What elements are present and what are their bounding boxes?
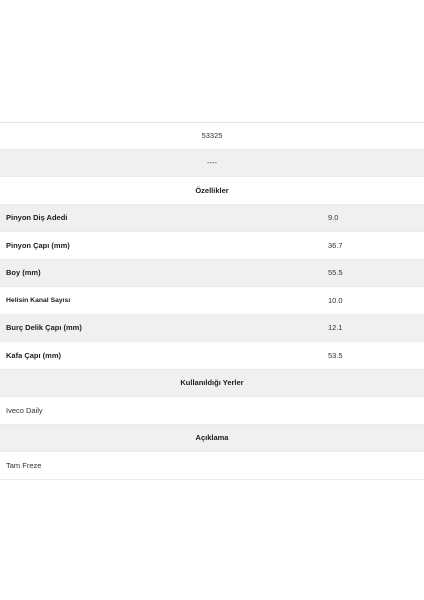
spec-row [0,260,424,288]
description-header-row [0,425,424,453]
usage-row [0,397,424,425]
dash-row [0,150,424,178]
spec-row [0,205,424,233]
usage-text: Iveco Daily [6,405,43,415]
description-title: Açıklama [195,433,229,443]
spec-row [0,232,424,260]
spec-row [0,287,424,315]
spec-label: Burç Delik Çapı (mm) [6,323,82,333]
spec-value: 55.5 [328,268,343,278]
spec-label: Pinyon Diş Adedi [6,213,68,223]
spec-label: Kafa Çapı (mm) [6,350,62,360]
spec-label: Helisin Kanal Sayısı [6,296,71,304]
usage-title: Kullanıldığı Yerler [180,378,244,388]
placeholder-dash: ---- [207,158,217,168]
spec-row [0,342,424,370]
spec-value: 10.0 [328,295,343,305]
spec-value: 9.0 [328,213,339,223]
spec-value: 36.7 [328,240,343,250]
spec-label: Boy (mm) [6,268,41,278]
spec-value: 12.1 [328,323,343,333]
description-text: Tam Freze [6,460,42,470]
product-code-row [0,122,424,150]
spec-label: Pinyon Çapı (mm) [6,240,70,250]
product-code: 53325 [201,131,223,141]
usage-header-row [0,370,424,398]
specs-header-row [0,177,424,205]
spec-row [0,315,424,343]
spec-value: 53.5 [328,350,343,360]
product-spec-table [0,122,424,480]
specs-title: Özellikler [195,185,229,195]
description-row [0,452,424,480]
